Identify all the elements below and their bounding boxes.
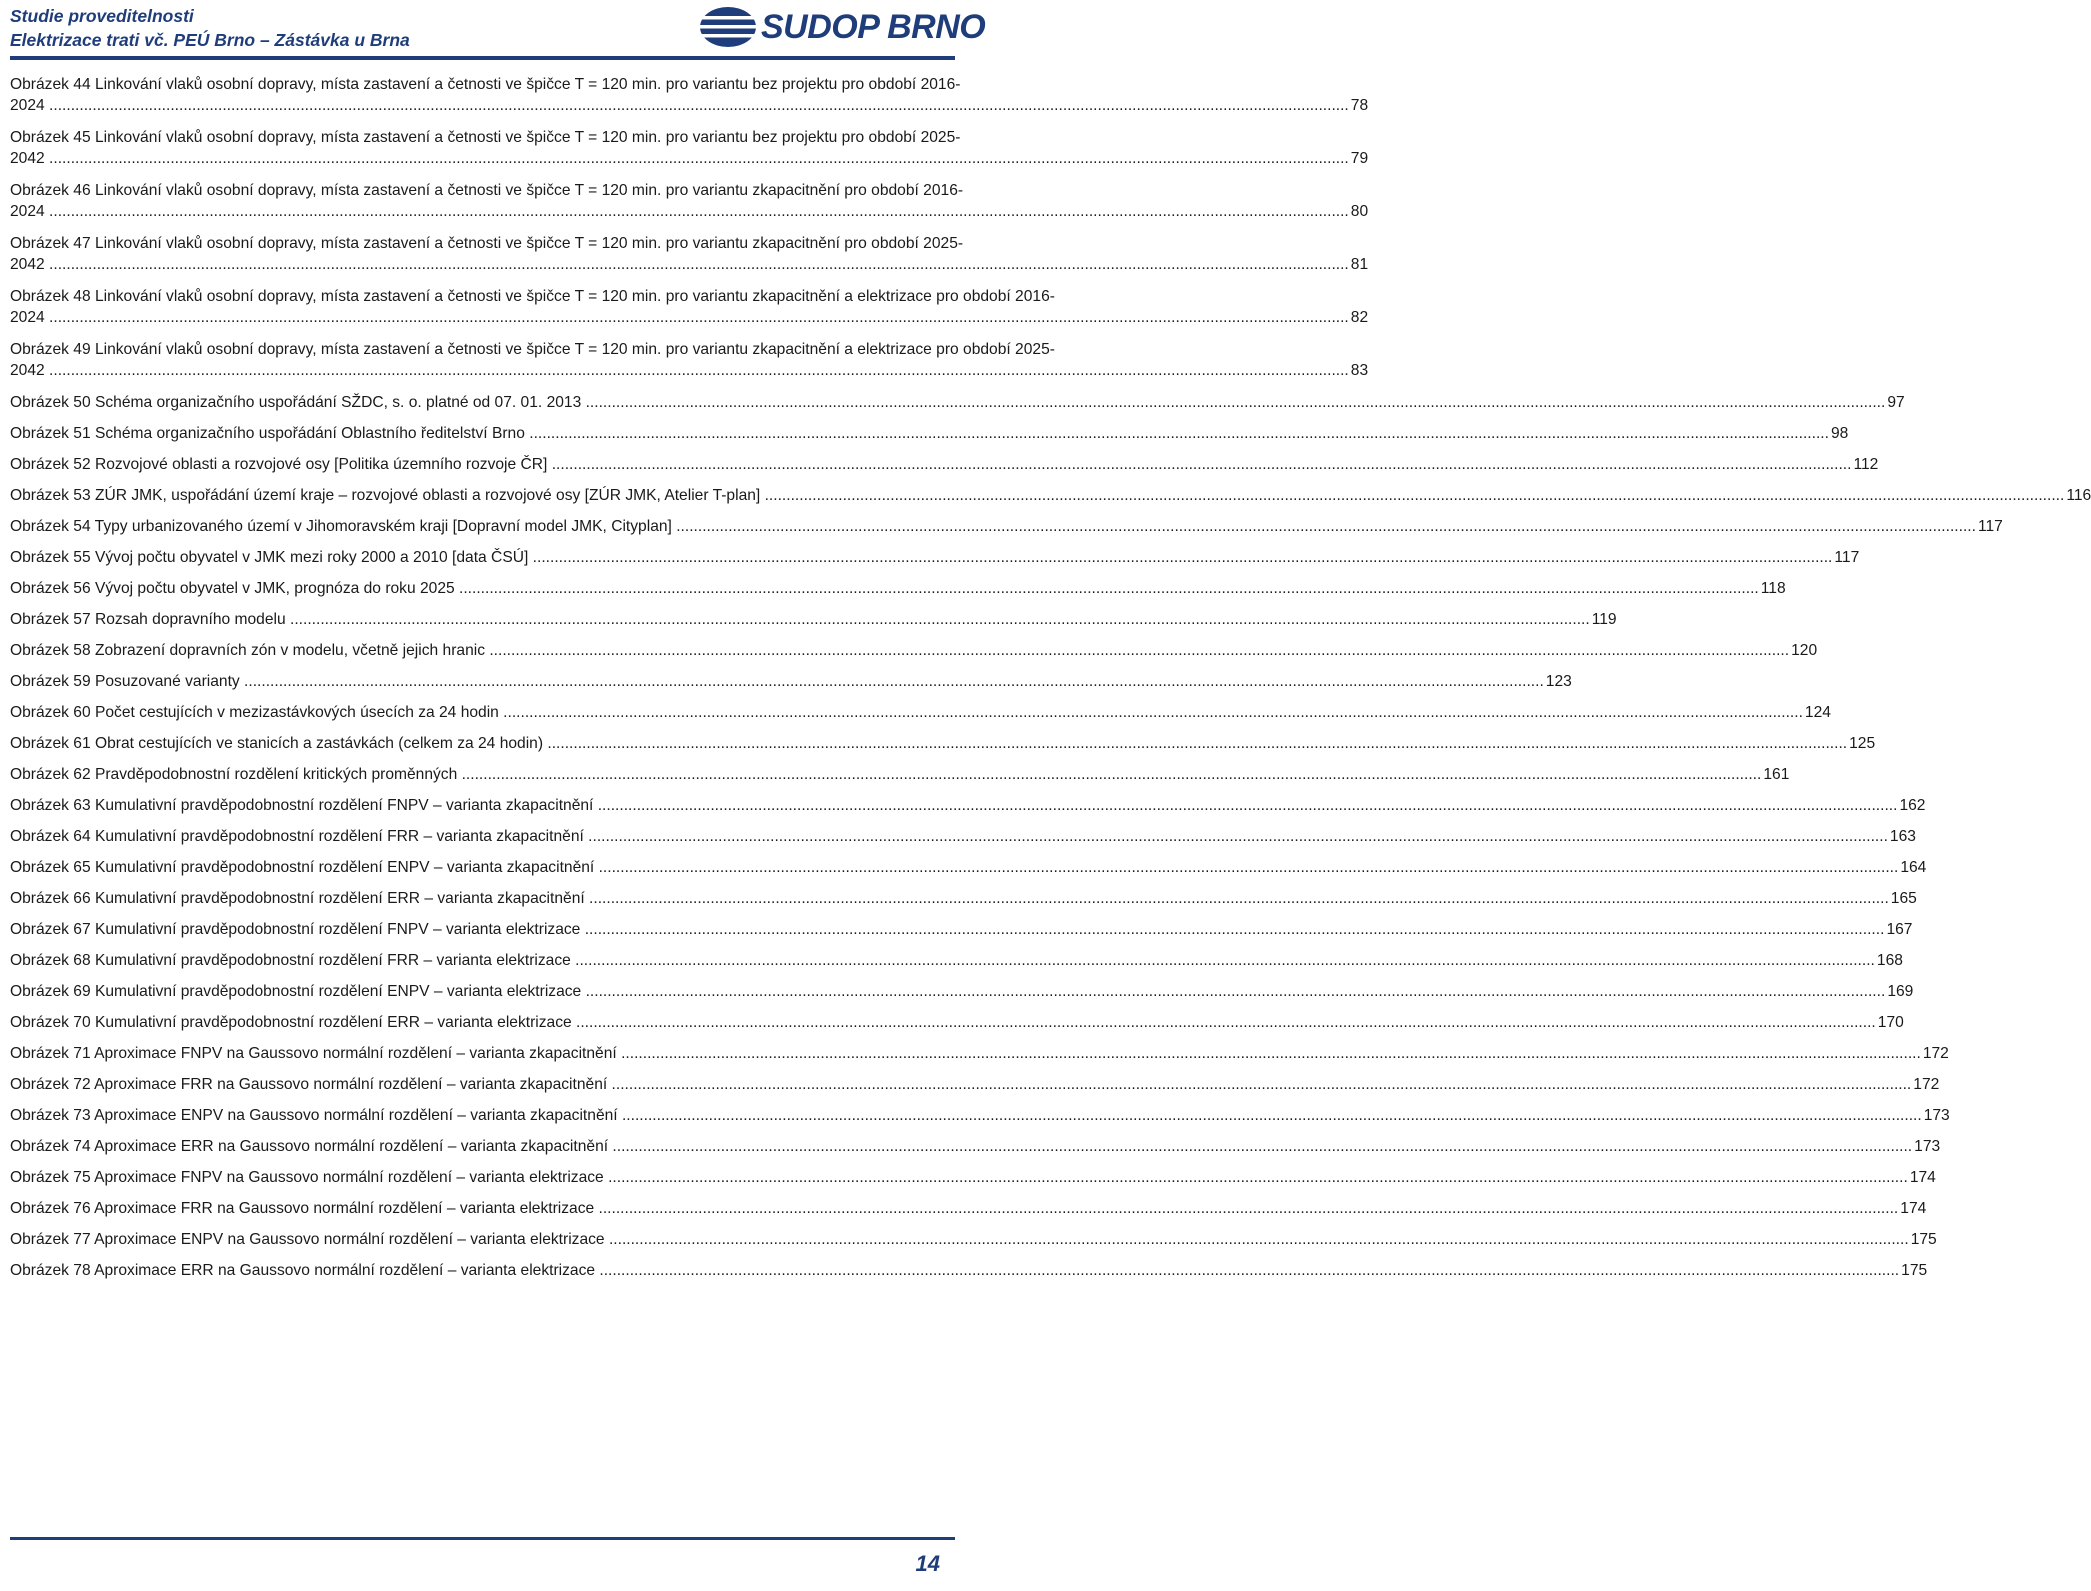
- toc-entry[interactable]: [10, 1043, 1949, 1064]
- toc-entry-label: Obrázek 66 Kumulativní pravděpodobnostní rozdělení ERR – varianta zkapacitnění .....: [10, 888, 1889, 909]
- toc-entry[interactable]: [10, 1260, 1928, 1281]
- document-title-line-2: Elektrizace trati vč. PEÚ Brno – Zástávka u Brna: [10, 30, 410, 50]
- toc-entry[interactable]: [10, 826, 1916, 847]
- toc-entry[interactable]: [10, 1105, 1950, 1126]
- toc-entry-label: Obrázek 71 Aproximace FNPV na Gaussovo normální rozdělení – varianta zkapacitnění .....: [10, 1043, 1921, 1064]
- toc-entry-page: 173: [1923, 1107, 1950, 1124]
- toc-entry-page: 175: [1910, 1231, 1937, 1248]
- toc-entry-label: Obrázek 78 Aproximace ERR na Gaussovo normální rozdělení – varianta elektrizace .....: [10, 1260, 1899, 1281]
- toc-entry[interactable]: [10, 1229, 1937, 1250]
- toc-entry-label: Obrázek 45 Linkování vlaků osobní dopravy, místa zastavení a četnosti ve špičce T = 120 min. pro variantu bez projektu pro období 2025-2042 .....: [10, 127, 1349, 169]
- toc-entry[interactable]: [10, 74, 1369, 116]
- toc-entry[interactable]: [10, 392, 1905, 413]
- sudop-logo-icon: [698, 4, 758, 50]
- toc-entry-page: 162: [1899, 797, 1926, 814]
- toc-entry-page: 117: [1977, 518, 2003, 535]
- toc-entry-page: 165: [1890, 890, 1917, 907]
- toc-entry[interactable]: [10, 702, 1831, 723]
- toc-entry-label: Obrázek 55 Vývoj počtu obyvatel v JMK mezi roky 2000 a 2010 [data ČSÚ] .....: [10, 547, 1832, 568]
- toc-entry-label: Obrázek 69 Kumulativní pravděpodobnostní rozdělení ENPV – varianta elektrizace .....: [10, 981, 1885, 1002]
- toc-entry[interactable]: [10, 1136, 1941, 1157]
- toc-entry-page: 97: [1887, 394, 1905, 411]
- toc-entry-page: 172: [1913, 1076, 1940, 1093]
- toc-entry-page: 78: [1350, 97, 1369, 114]
- toc-entry-page: 168: [1876, 952, 1903, 969]
- toc-entry-label: Obrázek 77 Aproximace ENPV na Gaussovo normální rozdělení – varianta elektrizace .....: [10, 1229, 1909, 1250]
- toc-entry-label: Obrázek 47 Linkování vlaků osobní dopravy, místa zastavení a četnosti ve špičce T = 120 min. pro variantu zkapacitnění pro období 2025-2042 .....: [10, 233, 1349, 275]
- toc-entry[interactable]: [10, 485, 2091, 506]
- toc-entry-page: 172: [1922, 1045, 1949, 1062]
- logo-wordmark: SUDOP BRNO: [761, 8, 986, 46]
- toc-entry-page: 161: [1763, 766, 1790, 783]
- toc-entry[interactable]: [10, 127, 1369, 169]
- toc-entry[interactable]: [10, 547, 1860, 568]
- toc-entry[interactable]: [10, 454, 1879, 475]
- toc-entry-label: Obrázek 51 Schéma organizačního uspořádání Oblastního ředitelství Brno .....: [10, 423, 1829, 444]
- toc-entry-label: Obrázek 49 Linkování vlaků osobní dopravy, místa zastavení a četnosti ve špičce T = 120 min. pro variantu zkapacitnění a elektrizace pro období 2025-2042 .....: [10, 339, 1349, 381]
- toc-entry-label: Obrázek 57 Rozsah dopravního modelu .....: [10, 609, 1590, 630]
- toc-entry-page: 112: [1853, 456, 1879, 473]
- toc-entry-page: 116: [2066, 487, 2091, 504]
- toc-entry-page: 81: [1350, 256, 1369, 273]
- toc-entry[interactable]: [10, 1167, 1936, 1188]
- toc-entry-label: Obrázek 64 Kumulativní pravděpodobnostní rozdělení FRR – varianta zkapacitnění .....: [10, 826, 1888, 847]
- footer-divider: [10, 1537, 955, 1540]
- toc-entry-page: 123: [1545, 673, 1572, 690]
- toc-entry[interactable]: [10, 733, 1876, 754]
- toc-entry-label: Obrázek 54 Typy urbanizovaného území v Jihomoravském kraji [Dopravní model JMK, Cityplan] .....: [10, 516, 1976, 537]
- toc-entry[interactable]: [10, 981, 1914, 1002]
- document-title-line-1: Studie proveditelnosti: [10, 6, 194, 26]
- toc-entry-label: Obrázek 68 Kumulativní pravděpodobnostní rozdělení FRR – varianta elektrizace .....: [10, 950, 1875, 971]
- toc-entry[interactable]: [10, 888, 1917, 909]
- toc-entry[interactable]: [10, 578, 1786, 599]
- toc-entry[interactable]: [10, 233, 1369, 275]
- document-title: [10, 4, 410, 52]
- toc-entry-page: 173: [1914, 1138, 1941, 1155]
- toc-entry-label: Obrázek 53 ZÚR JMK, uspořádání území kraje – rozvojové oblasti a rozvojové osy [ZÚR JMK, Atelier T-plan] .....: [10, 485, 2064, 506]
- toc-entry[interactable]: [10, 1012, 1904, 1033]
- toc-entry-page: 163: [1889, 828, 1916, 845]
- toc-entry-label: Obrázek 74 Aproximace ERR na Gaussovo normální rozdělení – varianta zkapacitnění .....: [10, 1136, 1912, 1157]
- header-divider: [10, 56, 955, 60]
- toc-entry[interactable]: [10, 640, 1818, 661]
- sudop-logo: [698, 2, 986, 52]
- toc-entry-page: 125: [1849, 735, 1876, 752]
- toc-entry-label: Obrázek 59 Posuzované varianty .....: [10, 671, 1544, 692]
- toc-entry-page: 98: [1830, 425, 1849, 442]
- toc-entry-page: 167: [1886, 921, 1913, 938]
- page-header: [10, 0, 986, 62]
- toc-entry[interactable]: [10, 609, 1617, 630]
- toc-entry-page: 80: [1350, 203, 1369, 220]
- toc-entry-page: 164: [1900, 859, 1927, 876]
- toc-entry[interactable]: [10, 1074, 1940, 1095]
- toc-entry-label: Obrázek 48 Linkování vlaků osobní dopravy, místa zastavení a četnosti ve špičce T = 120 min. pro variantu zkapacitnění a elektrizace pro období 2016-2024 .....: [10, 286, 1349, 328]
- toc-entry-label: Obrázek 60 Počet cestujících v mezizastávkových úsecích za 24 hodin .....: [10, 702, 1803, 723]
- toc-entry-label: Obrázek 58 Zobrazení dopravních zón v modelu, včetně jejich hranic .....: [10, 640, 1789, 661]
- toc-entry-label: Obrázek 63 Kumulativní pravděpodobnostní rozdělení FNPV – varianta zkapacitnění .....: [10, 795, 1897, 816]
- toc-entry-label: Obrázek 75 Aproximace FNPV na Gaussovo normální rozdělení – varianta elektrizace .....: [10, 1167, 1908, 1188]
- toc-entry-page: 174: [1900, 1200, 1927, 1217]
- toc-entry-label: Obrázek 76 Aproximace FRR na Gaussovo normální rozdělení – varianta elektrizace .....: [10, 1198, 1898, 1219]
- toc-entry-page: 175: [1901, 1262, 1928, 1279]
- toc-entry[interactable]: [10, 286, 1369, 328]
- toc-entry-page: 120: [1791, 642, 1818, 659]
- toc-entry-page: 79: [1350, 150, 1369, 167]
- toc-entry[interactable]: [10, 180, 1369, 222]
- toc-entry[interactable]: [10, 919, 1913, 940]
- toc-entry-label: Obrázek 46 Linkování vlaků osobní dopravy, místa zastavení a četnosti ve špičce T = 120 min. pro variantu zkapacitnění pro období 2016-2024 .....: [10, 180, 1349, 222]
- toc-entry-label: Obrázek 62 Pravděpodobnostní rozdělení kritických proměnných .....: [10, 764, 1761, 785]
- toc-entry[interactable]: [10, 795, 1926, 816]
- toc-entry-page: 82: [1350, 309, 1369, 326]
- toc-entry[interactable]: [10, 339, 1369, 381]
- toc-entry[interactable]: [10, 671, 1572, 692]
- toc-entry-label: Obrázek 52 Rozvojové oblasti a rozvojové osy [Politika územního rozvoje ČR] .....: [10, 454, 1851, 475]
- toc-entry[interactable]: [10, 516, 2003, 537]
- toc-entry[interactable]: [10, 857, 1927, 878]
- toc-entry-label: Obrázek 67 Kumulativní pravděpodobnostní rozdělení FNPV – varianta elektrizace .....: [10, 919, 1884, 940]
- toc-entry-label: Obrázek 73 Aproximace ENPV na Gaussovo normální rozdělení – varianta zkapacitnění .....: [10, 1105, 1922, 1126]
- toc-entry-page: 119: [1591, 611, 1617, 628]
- toc-entry-label: Obrázek 65 Kumulativní pravděpodobnostní rozdělení ENPV – varianta zkapacitnění .....: [10, 857, 1898, 878]
- toc-entry-page: 170: [1877, 1014, 1904, 1031]
- toc-entry-page: 83: [1350, 362, 1369, 379]
- toc-entry-page: 118: [1760, 580, 1786, 597]
- toc-entry[interactable]: [10, 764, 1790, 785]
- toc-entry[interactable]: [10, 950, 1903, 971]
- toc-entry-label: Obrázek 56 Vývoj počtu obyvatel v JMK, prognóza do roku 2025 .....: [10, 578, 1759, 599]
- toc-entry-label: Obrázek 72 Aproximace FRR na Gaussovo normální rozdělení – varianta zkapacitnění .....: [10, 1074, 1911, 1095]
- toc-entry-label: Obrázek 50 Schéma organizačního uspořádání SŽDC, s. o. platné od 07. 01. 2013 .....: [10, 392, 1885, 413]
- toc-entry[interactable]: [10, 423, 1849, 444]
- toc-entry-page: 169: [1887, 983, 1914, 1000]
- toc-entry-label: Obrázek 61 Obrat cestujících ve stanicích a zastávkách (celkem za 24 hodin) .....: [10, 733, 1847, 754]
- toc-entry-label: Obrázek 44 Linkování vlaků osobní dopravy, místa zastavení a četnosti ve špičce T = 120 min. pro variantu bez projektu pro období 2016-2024 .....: [10, 74, 1349, 116]
- toc-entry-page: 124: [1804, 704, 1831, 721]
- page-number: 14: [915, 1551, 940, 1576]
- toc-entry-page: 117: [1834, 549, 1860, 566]
- toc-entry[interactable]: [10, 1198, 1927, 1219]
- toc-entry-label: Obrázek 70 Kumulativní pravděpodobnostní rozdělení ERR – varianta elektrizace .....: [10, 1012, 1876, 1033]
- toc-entry-page: 174: [1909, 1169, 1936, 1186]
- table-of-figures: [10, 74, 2091, 1291]
